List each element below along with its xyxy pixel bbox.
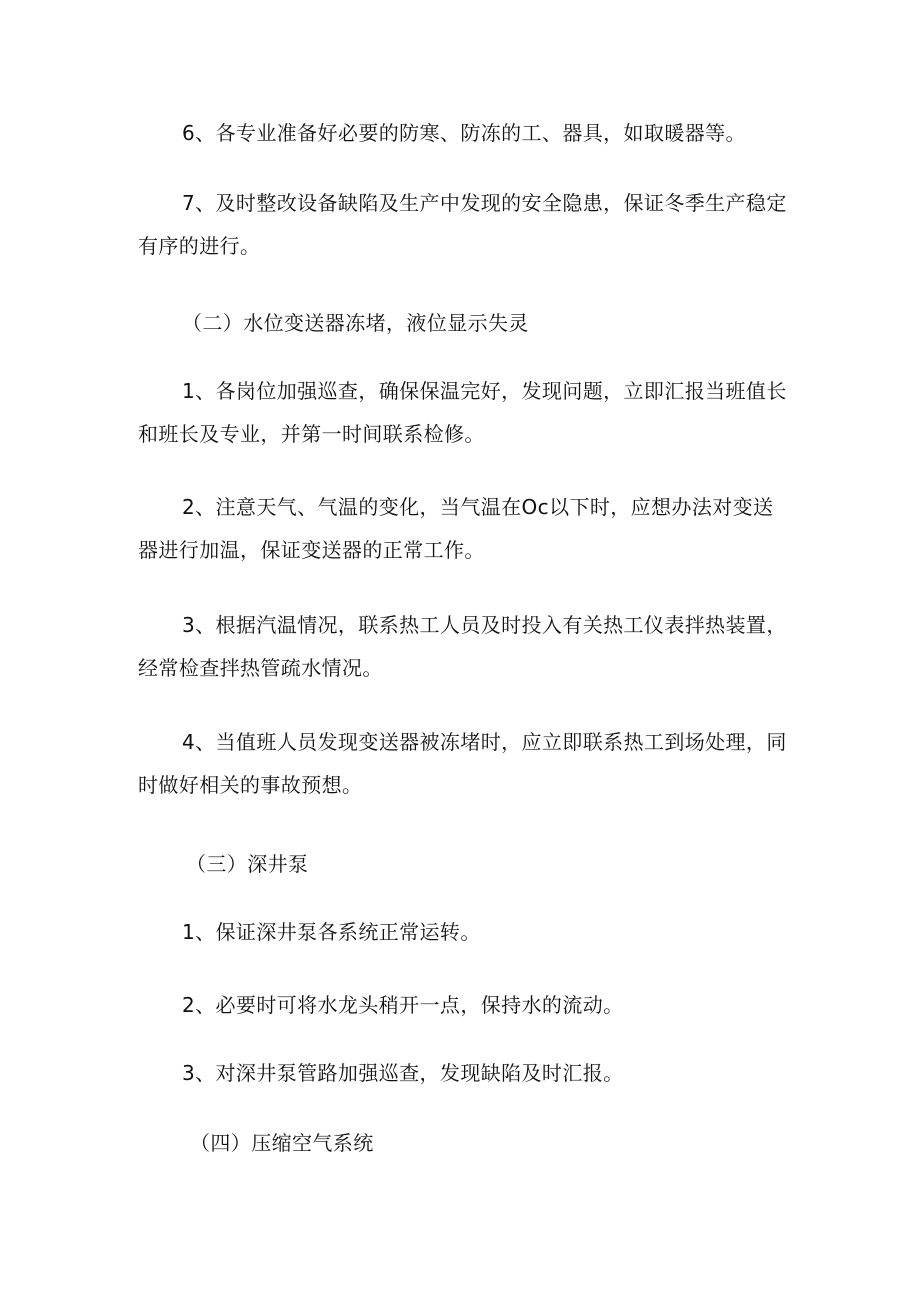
paragraph-item-3b: 3、对深井泵管路加强巡查，发现缺陷及时汇报。 <box>182 1061 624 1085</box>
paragraph-item-6: 6、各专业准备好必要的防寒、防冻的工、器具，如取暖器等。 <box>182 121 746 145</box>
paragraph-item-4a: 4、当值班人员发现变送器被冻堵时，应立即联系热工到场处理，同时做好相关的事故预想。 <box>138 730 787 797</box>
paragraph-item-7: 7、及时整改设备缺陷及生产中发现的安全隐患，保证冬季生产稳定有序的进行。 <box>138 191 787 258</box>
paragraph-item-2a: 2、注意天气、气温的变化，当气温在Oc以下时，应想办法对变送器进行加温，保证变送器的正常工作。 <box>138 495 774 562</box>
section-heading-4: （四）压缩空气系统 <box>190 1131 374 1155</box>
section-heading-2: （二）水位变送器冻堵，液位显示失灵 <box>182 311 529 335</box>
paragraph-item-2b: 2、必要时可将水龙头稍开一点，保持水的流动。 <box>182 993 624 1017</box>
section-heading-3: （三）深井泵 <box>186 852 309 876</box>
paragraph-item-3a: 3、根据汽温情况，联系热工人员及时投入有关热工仪表拌热装置，经常检查拌热管疏水情况。 <box>138 613 787 680</box>
paragraph-item-1a: 1、各岗位加强巡查，确保保温完好，发现问题，立即汇报当班值长和班长及专业，并第一时间联系检修。 <box>138 379 787 446</box>
paragraph-item-1b: 1、保证深井泵各系统正常运转。 <box>182 920 481 944</box>
